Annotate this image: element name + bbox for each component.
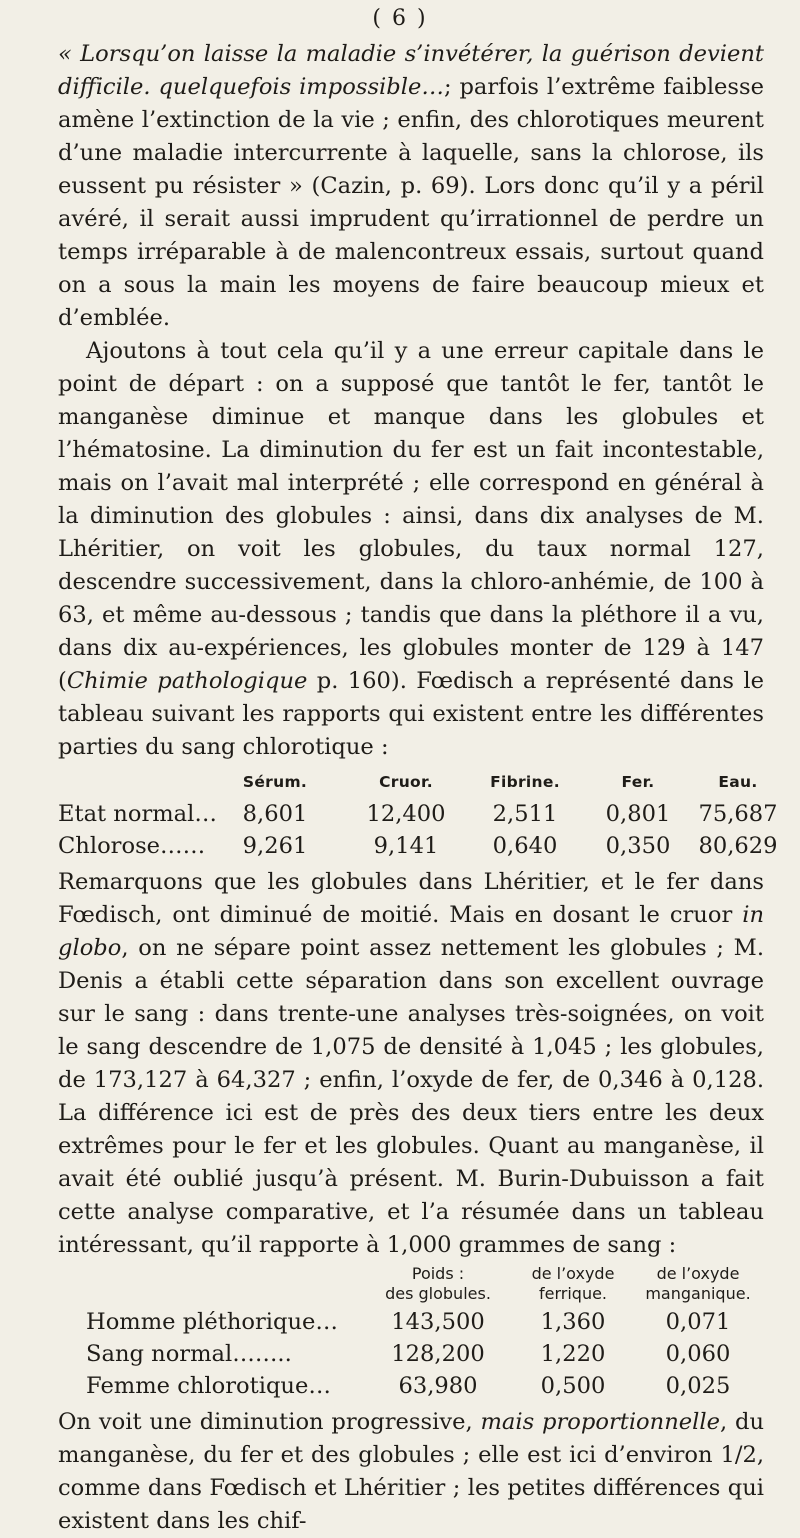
header-cruor: Cruor. [379, 773, 433, 791]
table-cell: 9,141 [373, 833, 439, 859]
table-cell: 63,980 [398, 1373, 478, 1399]
table-blood-composition [58, 766, 778, 862]
row-label: Sang normal…….. [86, 1341, 292, 1367]
table-row [58, 798, 778, 830]
table-cell: 0,071 [665, 1309, 731, 1335]
body-text [58, 38, 778, 1538]
table-cell: 8,601 [242, 801, 308, 827]
page-number: ( 6 ) [372, 6, 428, 31]
table-cell: 2,511 [492, 801, 558, 827]
paragraph-3 [58, 866, 764, 1262]
table-cell: 1,360 [540, 1309, 606, 1335]
row-label: Etat normal… [58, 801, 217, 827]
table-cell: 0,640 [492, 833, 558, 859]
header-line: de l’oxyde [656, 1264, 740, 1283]
paragraph-2-italic: Chimie pathologique [66, 668, 308, 694]
paragraph-2 [58, 335, 764, 764]
table-cell: 0,500 [540, 1373, 606, 1399]
table-cell: 143,500 [391, 1309, 485, 1335]
paragraph-3-text-end: , on ne sépare point assez nettement les globules ; M. Denis a établi cette séparation dans son excellent ouvrage sur le sang : dans trente-une analyses très-soignées, on voit le sang descendre de 1,075 de densité à 1,045 ; les globules, de 173,127 à 64,327 ; enfin, l’oxyde de fer, de 0,346 à 0,128. La différence ici est de près des deux tiers entre les deux extrêmes pour le fer et les globules. Quant au manganèse, il avait été oublié jusqu’à présent. M. Burin-Dubuisson a fait cette analyse comparative, et l’a résumée dans un tableau intéressant, qu’il rapporte à 1,000 grammes de sang : [58, 935, 764, 1258]
header-fer: Fer. [621, 773, 655, 791]
table-row [58, 1338, 764, 1370]
header-line: ferrique. [538, 1284, 608, 1303]
table-cell: 75,687 [698, 801, 778, 827]
paragraph-1 [58, 38, 764, 335]
table-cell: 0,025 [665, 1373, 731, 1399]
paragraph-4-text-end: , du manganèse, du fer et des globules ; elle est ici d’environ 1/2, comme dans Fœdisch et Lhéritier ; les petites différences qui existent dans les chif- [58, 1409, 764, 1534]
row-label: Homme pléthorique… [86, 1309, 339, 1335]
table-header-row [58, 1264, 764, 1306]
table-header-row [58, 766, 764, 798]
header-line: des globules. [385, 1284, 491, 1303]
paragraph-4-text: On voit une diminution progressive, [58, 1409, 481, 1435]
table-cell: 12,400 [366, 801, 446, 827]
header-poids [358, 1264, 518, 1304]
header-line: de l’oxyde [531, 1264, 615, 1283]
table-cell: 128,200 [391, 1341, 485, 1367]
header-serum: Sérum. [242, 773, 308, 791]
table-cell: 9,261 [242, 833, 308, 859]
table-oxide-comparison [58, 1264, 764, 1402]
paragraph-4-italic: mais proportionnelle [480, 1409, 720, 1435]
table-row [58, 830, 778, 862]
table-cell: 0,801 [605, 801, 671, 827]
header-eau: Eau. [718, 773, 758, 791]
table-row [58, 1370, 764, 1402]
header-line: Poids : [411, 1264, 465, 1283]
quote-italic: « Lorsqu’on laisse la maladie s’invétérer, la guérison devient difficile. quelquefois impossible… [58, 41, 764, 100]
header-fibrine: Fibrine. [490, 773, 560, 791]
header-oxyde-manganique [628, 1264, 768, 1304]
header-oxyde-ferrique [503, 1264, 643, 1304]
paragraph-1-rest: ; parfois l’extrême faiblesse amène l’extinction de la vie ; enfin, des chlorotiques meurent d’une maladie intercurrente à laquelle, sans la chlorose, ils eussent pu résister » (Cazin, p. 69). Lors donc qu’il y a péril avéré, il serait aussi imprudent qu’irrationnel de perdre un temps irréparable à de malencontreux essais, surtout quand on a sous la main les moyens de faire beaucoup mieux et d’emblée. [58, 74, 764, 331]
table-cell: 0,060 [665, 1341, 731, 1367]
paragraph-3-italic: in globo [58, 902, 764, 961]
table-cell: 80,629 [698, 833, 778, 859]
paragraph-2-text-end: p. 160). Fœdisch a représenté dans le tableau suivant les rapports qui existent entre les différentes parties du sang chlorotique : [58, 668, 764, 760]
paragraph-2-text: Ajoutons à tout cela qu’il y a une erreur capitale dans le point de départ : on a supposé que tantôt le fer, tantôt le manganèse diminue et manque dans les globules et l’hématosine. La diminution du fer est un fait incontestable, mais on l’avait mal interprété ; elle correspond en général à la diminution des globules : ainsi, dans dix analyses de M. Lhéritier, on voit les globules, du taux normal 127, descendre successivement, dans la chloro-anhémie, de 100 à 63, et même au-dessous ; tandis que dans la pléthore il a vu, dans dix au-expériences, les globules monter de 129 à 147 ( [58, 338, 764, 694]
table-row [58, 1306, 764, 1338]
table-cell: 0,350 [605, 833, 671, 859]
header-line: manganique. [645, 1284, 751, 1303]
paragraph-4 [58, 1406, 764, 1538]
table-cell: 1,220 [540, 1341, 606, 1367]
paragraph-3-text: Remarquons que les globules dans Lhéritier, et le fer dans Fœdisch, ont diminué de moitié. Mais en dosant le cruor [58, 869, 764, 928]
row-label: Femme chlorotique… [86, 1373, 331, 1399]
row-label: Chlorose…… [58, 833, 206, 859]
